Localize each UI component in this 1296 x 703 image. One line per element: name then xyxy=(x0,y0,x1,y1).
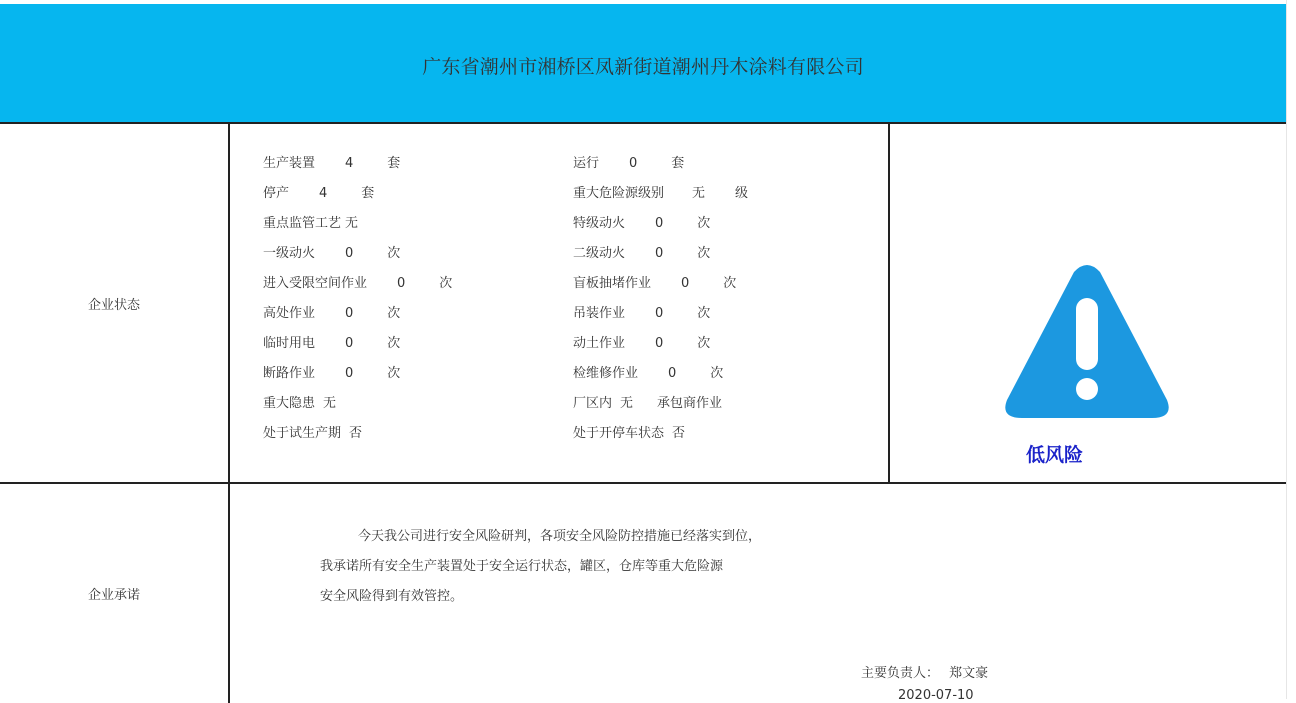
status-cell-right xyxy=(573,302,710,321)
status-label: 重大隐患 xyxy=(263,396,316,411)
status-label: 高处作业 xyxy=(263,306,316,321)
commitment-date: 2020-07-10 xyxy=(898,688,974,703)
status-label: 二级动火 xyxy=(573,246,626,261)
risk-panel xyxy=(890,124,1286,482)
status-cell-left xyxy=(263,182,374,201)
status-cell-left xyxy=(263,242,400,261)
status-row xyxy=(230,392,888,422)
status-cell-right xyxy=(573,422,685,441)
status-value: 0 xyxy=(397,276,406,291)
status-label: 临时用电 xyxy=(263,336,316,351)
status-row xyxy=(230,212,888,242)
status-cell-left xyxy=(263,332,400,351)
status-row xyxy=(230,182,888,212)
status-row xyxy=(230,332,888,362)
status-row xyxy=(230,242,888,272)
status-value: 0 xyxy=(655,336,664,351)
status-unit: 承包商作业 xyxy=(657,396,723,411)
status-label: 停产 xyxy=(263,186,290,201)
status-value: 无 xyxy=(345,216,359,231)
status-label: 运行 xyxy=(573,156,600,171)
promise-text xyxy=(320,522,761,612)
status-label: 处于试生产期 xyxy=(263,426,342,441)
status-cell-left xyxy=(263,422,362,441)
status-label-text: 企业状态 xyxy=(87,297,140,313)
status-label: 进入受限空间作业 xyxy=(263,276,368,291)
status-value: 0 xyxy=(655,216,664,231)
status-value: 0 xyxy=(345,366,354,381)
promise-line-2: 我承诺所有安全生产装置处于安全运行状态，罐区，仓库等重大危险源 xyxy=(320,559,724,574)
status-row xyxy=(230,422,888,452)
company-title: 广东省潮州市湘桥区凤新街道潮州丹木涂料有限公司 xyxy=(422,55,864,78)
leader-name: 郑文豪 xyxy=(949,666,989,681)
status-value: 0 xyxy=(681,276,690,291)
status-cell-right xyxy=(573,242,710,261)
status-unit: 次 xyxy=(710,366,724,381)
status-label: 盲板抽堵作业 xyxy=(573,276,652,291)
scrollbar-track[interactable] xyxy=(1286,0,1296,699)
safety-commitment-page xyxy=(0,4,1286,703)
status-value: 0 xyxy=(345,336,354,351)
status-cell-left xyxy=(263,212,358,231)
status-unit: 级 xyxy=(735,186,749,201)
status-row xyxy=(230,302,888,332)
status-unit: 次 xyxy=(387,336,401,351)
status-section-label xyxy=(0,124,230,482)
status-value: 0 xyxy=(345,306,354,321)
status-cell-right xyxy=(573,272,736,291)
status-cell-left xyxy=(263,362,400,381)
status-unit: 次 xyxy=(697,246,711,261)
status-label: 处于开停车状态 xyxy=(573,426,665,441)
status-value: 0 xyxy=(629,156,638,171)
status-unit: 套 xyxy=(671,156,685,171)
status-unit: 次 xyxy=(723,276,737,291)
status-cell-right xyxy=(573,182,748,201)
status-unit: 套 xyxy=(361,186,375,201)
status-unit: 次 xyxy=(387,246,401,261)
status-cell-right xyxy=(573,392,722,411)
status-label: 动土作业 xyxy=(573,336,626,351)
status-row xyxy=(230,272,888,302)
status-cell-left xyxy=(263,392,336,411)
leader-label: 主要负责人： xyxy=(861,666,940,681)
status-value: 否 xyxy=(349,426,363,441)
status-row xyxy=(230,152,888,182)
warning-triangle-icon xyxy=(1002,264,1172,422)
status-value: 0 xyxy=(655,246,664,261)
status-value: 0 xyxy=(668,366,677,381)
status-value: 4 xyxy=(319,186,328,201)
promise-label-text: 企业承诺 xyxy=(87,588,140,603)
status-label: 厂区内 xyxy=(573,396,613,411)
status-unit: 次 xyxy=(439,276,453,291)
status-unit: 次 xyxy=(697,336,711,351)
status-unit: 次 xyxy=(387,306,401,321)
status-label: 特级动火 xyxy=(573,216,626,231)
status-cell-left xyxy=(263,152,400,171)
status-value: 否 xyxy=(672,426,686,441)
status-unit: 次 xyxy=(387,366,401,381)
status-unit: 套 xyxy=(387,156,401,171)
status-value: 4 xyxy=(345,156,354,171)
status-value: 无 xyxy=(620,396,634,411)
header-banner xyxy=(0,4,1286,124)
promise-panel xyxy=(230,486,1286,703)
status-label: 生产装置 xyxy=(263,156,316,171)
status-cell-left xyxy=(263,302,400,321)
status-label: 重大危险源级别 xyxy=(573,186,665,201)
status-cell-left xyxy=(263,272,452,291)
status-value: 0 xyxy=(655,306,664,321)
status-cell-right xyxy=(573,332,710,351)
warning-exclamation-dot xyxy=(1076,378,1098,400)
status-cell-right xyxy=(573,362,723,381)
promise-line-3: 安全风险得到有效管控。 xyxy=(320,589,464,604)
status-label: 重点监管工艺 xyxy=(263,216,342,231)
status-label: 吊装作业 xyxy=(573,306,626,321)
status-label: 一级动火 xyxy=(263,246,316,261)
status-cell-right xyxy=(573,152,684,171)
promise-line-1: 今天我公司进行安全风险研判，各项安全风险防控措施已经落实到位， xyxy=(358,529,762,544)
warning-exclamation-bar xyxy=(1076,298,1098,370)
leader-signature xyxy=(861,662,988,681)
status-value: 0 xyxy=(345,246,354,261)
status-row xyxy=(230,362,888,392)
status-label: 检维修作业 xyxy=(573,366,639,381)
status-panel xyxy=(230,124,890,482)
promise-section-label xyxy=(0,484,230,703)
status-unit: 次 xyxy=(697,306,711,321)
status-value: 无 xyxy=(692,186,706,201)
status-unit: 次 xyxy=(697,216,711,231)
status-cell-right xyxy=(573,212,710,231)
status-label: 断路作业 xyxy=(263,366,316,381)
risk-level-text: 低风险 xyxy=(1026,444,1084,466)
status-value: 无 xyxy=(323,396,337,411)
